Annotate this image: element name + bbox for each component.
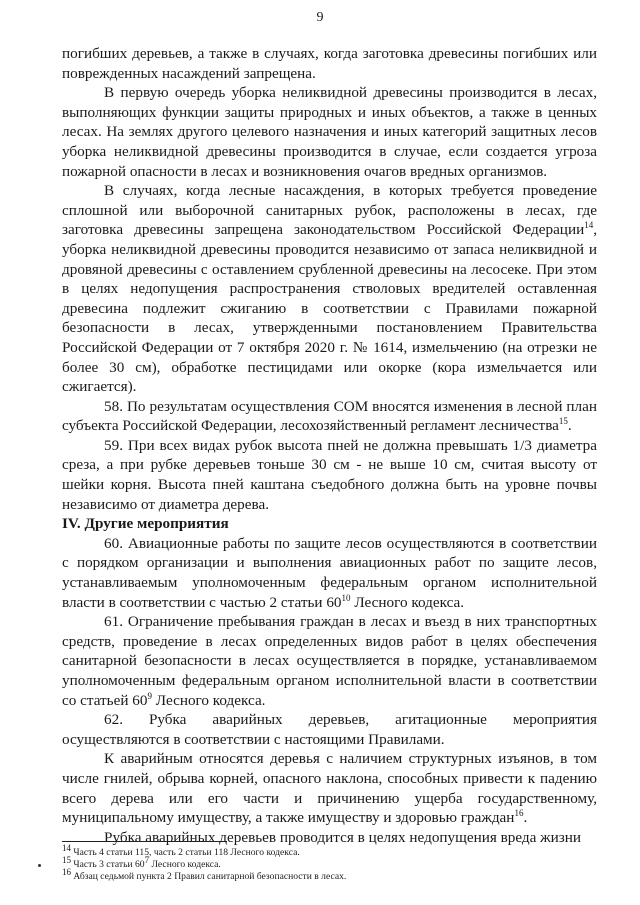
footnotes: [62, 842, 597, 884]
paragraph: [62, 44, 597, 83]
footnote-superscript: 7: [144, 855, 150, 866]
footnote: [62, 842, 597, 859]
footnote-divider: [62, 841, 227, 842]
body-text: [62, 44, 597, 847]
paragraph-text: 59. При всех видах рубок высота пней не должна превышать 1/3 диаметра среза, а при рубке деревьев тоньше 30 см - не выше 10 см, считая высоту от шейки корня. Высота пней каштана съедобного должна быть на уровне почвы независимо от диаметра дерева.: [62, 436, 597, 513]
paragraph-text: , уборка неликвидной древесины проводится независимо от запаса неликвидной и дровяной древесины с оставлением срубленной древесины на лесосеке. При этом в целях недопущения распространения стволовых вредителей оставленная древесина подлежит сжиганию в соответствии с Правилами пожарной безопасности в лесах, утвержденными постановлением Правительства Российской Федерации от 7 октября 2020 г. № 1614, измельчению (на отрезки не более 30 см), обработке пестицидами или окорке (кора измельчается или сжигается).: [62, 221, 597, 396]
footnote-number: 16: [62, 867, 71, 878]
paragraph-text: погибших деревьев, а также в случаях, когда заготовка древесины погибших или поврежденных насаждений запрещена.: [62, 45, 597, 82]
page-number: 9: [316, 10, 324, 25]
paragraph-text: В первую очередь уборка неликвидной древесины производится в лесах, выполняющих функции защиты природных и иных объектов, а также в ценных лесах. На землях другого целевого назначения и иных категорий защитных лесов уборка неликвидной древесины производится в случае, если создается угроза пожарной опасности в лесах и возникновения очагов вредных организмов.: [62, 84, 597, 180]
paragraph-text: 61. Ограничение пребывания граждан в лесах и въезд в них транспортных средств, проведение в лесах определенных видов работ в целях обеспечения санитарной безопасности в лесах осуществляется в порядке, устанавливаемом уполномоченным федеральным органом исполнительной власти в соответствии со статьей 60: [62, 613, 597, 709]
paragraph: [62, 612, 597, 710]
footnote-text: Часть 3 статьи 60: [71, 859, 145, 871]
paragraph-text: 62. Рубка аварийных деревьев, агитационные мероприятия осуществляются в соответствии с настоящими Правилами.: [62, 711, 597, 748]
footnote-text: Часть 4 статьи 115, часть 2 статьи 118 Лесного кодекса.: [71, 847, 300, 858]
paragraph: [62, 436, 597, 514]
paragraph: [62, 397, 597, 436]
paragraph-text: 58. По результатам осуществления СОМ вносятся изменения в лесной план субъекта Российской Федерации, лесохозяйственный регламент лесничества: [62, 397, 597, 435]
paragraph-text: .: [567, 417, 572, 435]
footnote-ref: 15: [558, 416, 568, 427]
footnote: [62, 855, 597, 871]
footnote-ref: 9: [147, 690, 152, 701]
footnote-number: 15: [62, 855, 71, 866]
paragraph-text: Лесного кодекса.: [350, 593, 465, 611]
scan-dot: [38, 864, 41, 867]
paragraph-text: 60. Авиационные работы по защите лесов осуществляются в соответствии с порядком организации и выполнения авиационных работ по защите лесов, устанавливаемым уполномоченным федеральным органом исполнительной власти в соответствии с частью 2 статьи 60: [62, 534, 597, 611]
paragraph-text: .: [523, 809, 528, 827]
footnote-ref: 10: [341, 592, 351, 603]
paragraph: [62, 828, 597, 848]
footnote-text: Лесного кодекса.: [149, 859, 221, 871]
footnote-ref: 16: [514, 808, 524, 819]
paragraph: [62, 534, 597, 612]
paragraph: [62, 83, 597, 181]
paragraph: [62, 181, 597, 397]
paragraph-text: В случаях, когда лесные насаждения, в которых требуется проведение сплошной или выборочной санитарных рубок, расположены в лесах, где заготовка древесины запрещена законодательством Российской Федерации: [62, 182, 597, 239]
footnote-ref: 14: [584, 220, 594, 231]
footnote-text: Абзац седьмой пункта 2 Правил санитарной безопасности в лесах.: [71, 871, 347, 883]
paragraph-text: Рубка аварийных деревьев проводится в целях недопущения вреда жизни: [104, 828, 582, 846]
paragraph-text: К аварийным относятся деревья с наличием структурных изъянов, в том числе гнилей, обрыва корней, опасного наклона, способных привести к падению всего дерева или его части и причинению ущерба государственному, муниципальному имуществу, а также имуществу и здоровью граждан: [62, 750, 597, 827]
footnote-number: 14: [62, 842, 71, 853]
section-heading: IV. Другие мероприятия: [62, 515, 229, 533]
footnote: [62, 867, 597, 883]
paragraph: [62, 749, 597, 827]
paragraph-text: Лесного кодекса.: [151, 691, 266, 709]
paragraph: [62, 710, 597, 749]
